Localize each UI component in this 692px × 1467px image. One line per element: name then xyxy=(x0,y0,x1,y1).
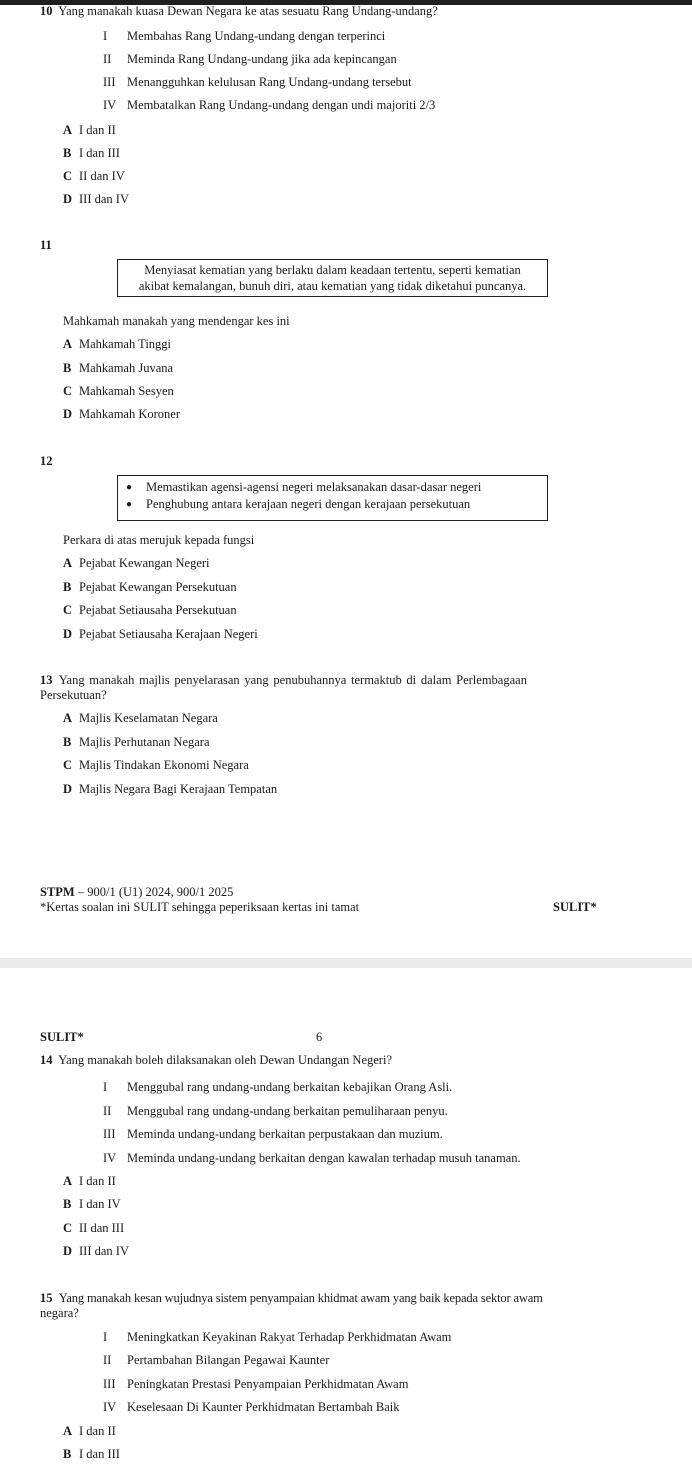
statement-item xyxy=(103,1353,329,1368)
question-10-stem xyxy=(40,4,438,19)
answer-option-a[interactable] xyxy=(63,123,116,138)
question-number: 12 xyxy=(40,454,53,468)
option-text: III dan IV xyxy=(79,1244,129,1258)
option-letter: A xyxy=(63,1174,73,1188)
answer-option-b[interactable] xyxy=(63,146,120,161)
option-text: Majlis Tindakan Ekonomi Negara xyxy=(79,758,249,772)
answer-option-d[interactable] xyxy=(63,192,129,207)
stimulus-box xyxy=(117,475,548,521)
statement-item xyxy=(103,1400,399,1415)
option-letter: C xyxy=(63,603,73,617)
answer-option-d[interactable] xyxy=(63,1244,129,1259)
question-12-stem: Perkara di atas merujuk kepada fungsi xyxy=(63,533,255,547)
question-number: 10 xyxy=(40,4,53,18)
roman-numeral: III xyxy=(103,75,116,89)
statement-text: Peningkatan Prestasi Penyampaian Perkhidmatan Awam xyxy=(127,1377,409,1391)
option-text: III dan IV xyxy=(79,192,129,206)
question-11-stem: Mahkamah manakah yang mendengar kes ini xyxy=(63,314,290,328)
roman-numeral: II xyxy=(103,52,112,66)
answer-option-d[interactable] xyxy=(63,407,180,422)
statement-item xyxy=(103,1330,451,1345)
roman-numeral: II xyxy=(103,1104,112,1118)
answer-option-b[interactable] xyxy=(63,580,237,595)
option-text: I dan III xyxy=(79,146,120,160)
question-number: 11 xyxy=(40,238,52,252)
answer-option-a[interactable] xyxy=(63,337,171,352)
option-letter: B xyxy=(63,146,72,160)
statement-item xyxy=(103,1080,452,1095)
option-text: Mahkamah Sesyen xyxy=(79,384,174,398)
statement-item xyxy=(103,1151,521,1166)
statement-text: Menggubal rang undang-undang berkaitan kebajikan Orang Asli. xyxy=(127,1080,453,1094)
question-text-line-2: negara? xyxy=(40,1306,79,1320)
classification-label: SULIT* xyxy=(553,900,597,914)
statement-item xyxy=(103,1104,448,1119)
answer-option-b[interactable] xyxy=(63,735,210,750)
stimulus-bullet-item xyxy=(126,496,547,513)
paper-code-detail: – 900/1 (U1) 2024, 900/1 2025 xyxy=(74,885,234,899)
answer-option-b[interactable] xyxy=(63,1447,120,1462)
answer-option-c[interactable] xyxy=(63,1221,124,1236)
answer-option-b[interactable] xyxy=(63,361,173,376)
bullet-icon: ● xyxy=(126,498,133,510)
question-text-line-1: Yang manakah kesan wujudnya sistem penyampaian khidmat awam yang baik kepada sektor awam xyxy=(58,1291,543,1305)
option-letter: A xyxy=(63,711,73,725)
classification-label: SULIT* xyxy=(40,1030,84,1044)
answer-option-d[interactable] xyxy=(63,627,258,642)
answer-option-a[interactable] xyxy=(63,1174,116,1189)
statement-text: Membahas Rang Undang-undang dengan terperinci xyxy=(127,29,386,43)
statement-text: Meminda undang-undang berkaitan dengan kawalan terhadap musuh tanaman. xyxy=(127,1151,521,1165)
statement-item xyxy=(103,75,412,90)
option-letter: C xyxy=(63,758,73,772)
roman-numeral: IV xyxy=(103,1400,117,1414)
statement-item xyxy=(103,1127,443,1142)
roman-numeral: III xyxy=(103,1377,116,1391)
statement-item xyxy=(103,52,397,67)
option-letter: A xyxy=(63,337,73,351)
question-number: 13 xyxy=(40,673,53,687)
statement-text: Meminda Rang Undang-undang jika ada kepincangan xyxy=(127,52,397,66)
bullet-text: Penghubung antara kerajaan negeri dengan kerajaan persekutuan xyxy=(146,496,471,511)
option-text: Pejabat Setiausaha Kerajaan Negeri xyxy=(79,627,258,641)
answer-option-d[interactable] xyxy=(63,782,277,797)
roman-numeral: I xyxy=(103,29,108,43)
answer-option-a[interactable] xyxy=(63,556,210,571)
option-text: Pejabat Setiausaha Persekutuan xyxy=(79,603,237,617)
option-text: Majlis Negara Bagi Kerajaan Tempatan xyxy=(79,782,278,796)
confidential-note: *Kertas soalan ini SULIT sehingga peperiksaan kertas ini tamat xyxy=(40,900,360,914)
roman-numeral: I xyxy=(103,1330,108,1344)
option-letter: D xyxy=(63,192,73,206)
option-letter: C xyxy=(63,384,73,398)
option-letter: D xyxy=(63,782,73,796)
option-text: I dan II xyxy=(79,1424,116,1438)
roman-numeral: III xyxy=(103,1127,116,1141)
option-letter: A xyxy=(63,556,73,570)
question-15-stem xyxy=(40,1291,543,1306)
page-number: 6 xyxy=(316,1030,323,1044)
option-text: I dan IV xyxy=(79,1197,121,1211)
option-letter: A xyxy=(63,123,73,137)
option-letter: B xyxy=(63,580,72,594)
stimulus-line: akibat kemalangan, bunuh diri, atau kematian yang tidak diketahui puncanya. xyxy=(138,279,527,294)
option-text: Pejabat Kewangan Persekutuan xyxy=(79,580,237,594)
question-13-stem xyxy=(40,673,527,688)
statement-text: Keselesaan Di Kaunter Perkhidmatan Bertambah Baik xyxy=(127,1400,400,1414)
option-text: II dan III xyxy=(79,1221,125,1235)
option-letter: B xyxy=(63,735,72,749)
option-text: Pejabat Kewangan Negeri xyxy=(79,556,210,570)
option-text: Majlis Perhutanan Negara xyxy=(79,735,210,749)
statement-text: Menangguhkan kelulusan Rang Undang-undang tersebut xyxy=(127,75,412,89)
statement-text: Membatalkan Rang Undang-undang dengan undi majoriti 2/3 xyxy=(127,98,436,112)
option-letter: D xyxy=(63,407,73,421)
option-text: Mahkamah Tinggi xyxy=(79,337,172,351)
answer-option-c[interactable] xyxy=(63,169,125,184)
roman-numeral: IV xyxy=(103,1151,117,1165)
option-letter: D xyxy=(63,627,73,641)
bullet-text: Memastikan agensi-agensi negeri melaksanakan dasar-dasar negeri xyxy=(146,480,482,494)
option-letter: A xyxy=(63,1424,73,1438)
page-break-separator xyxy=(0,958,692,968)
option-text: Mahkamah Juvana xyxy=(79,361,174,375)
statement-item xyxy=(103,29,385,44)
statement-text: Pertambahan Bilangan Pegawai Kaunter xyxy=(127,1353,330,1367)
option-letter: B xyxy=(63,1197,72,1211)
stimulus-line: Menyiasat kematian yang berlaku dalam keadaan tertentu, seperti kematian xyxy=(144,263,521,277)
question-text: Yang manakah boleh dilaksanakan oleh Dewan Undangan Negeri? xyxy=(58,1053,392,1067)
option-letter: D xyxy=(63,1244,73,1258)
question-text-line-1: Yang manakah majlis penyelarasan yang penubuhannya termaktub di dalam Perlembagaan xyxy=(58,673,527,687)
option-text: Mahkamah Koroner xyxy=(79,407,181,421)
answer-option-b[interactable] xyxy=(63,1197,121,1212)
statement-item xyxy=(103,1377,408,1392)
statement-text: Meningkatkan Keyakinan Rakyat Terhadap Perkhidmatan Awam xyxy=(127,1330,452,1344)
answer-option-a[interactable] xyxy=(63,1424,116,1439)
answer-option-c[interactable] xyxy=(63,603,237,618)
roman-numeral: II xyxy=(103,1353,112,1367)
stimulus-bullet-item xyxy=(126,479,547,496)
answer-option-c[interactable] xyxy=(63,384,174,399)
roman-numeral: IV xyxy=(103,98,117,112)
paper-code xyxy=(40,885,233,900)
question-text-line-2: Persekutuan? xyxy=(40,688,107,702)
statement-text: Meminda undang-undang berkaitan perpustakaan dan muzium. xyxy=(127,1127,443,1141)
question-number: 14 xyxy=(40,1053,53,1067)
bullet-icon: ● xyxy=(126,482,133,493)
question-14-stem xyxy=(40,1053,392,1068)
stimulus-box xyxy=(117,259,548,297)
option-letter: C xyxy=(63,1221,73,1235)
option-text: I dan II xyxy=(79,1174,116,1188)
option-letter: B xyxy=(63,361,72,375)
option-letter: C xyxy=(63,169,73,183)
answer-option-c[interactable] xyxy=(63,758,249,773)
statement-item xyxy=(103,98,435,113)
question-text: Yang manakah kuasa Dewan Negara ke atas sesuatu Rang Undang-undang? xyxy=(58,4,438,18)
statement-text: Menggubal rang undang-undang berkaitan pemuliharaan penyu. xyxy=(127,1104,448,1118)
question-number: 15 xyxy=(40,1291,53,1305)
option-text: Majlis Keselamatan Negara xyxy=(79,711,218,725)
option-letter: B xyxy=(63,1447,72,1461)
option-text: I dan III xyxy=(79,1447,120,1461)
answer-option-a[interactable] xyxy=(63,711,218,726)
option-text: II dan IV xyxy=(79,169,125,183)
option-text: I dan II xyxy=(79,123,116,137)
roman-numeral: I xyxy=(103,1080,108,1094)
paper-code-label: STPM xyxy=(40,885,75,899)
